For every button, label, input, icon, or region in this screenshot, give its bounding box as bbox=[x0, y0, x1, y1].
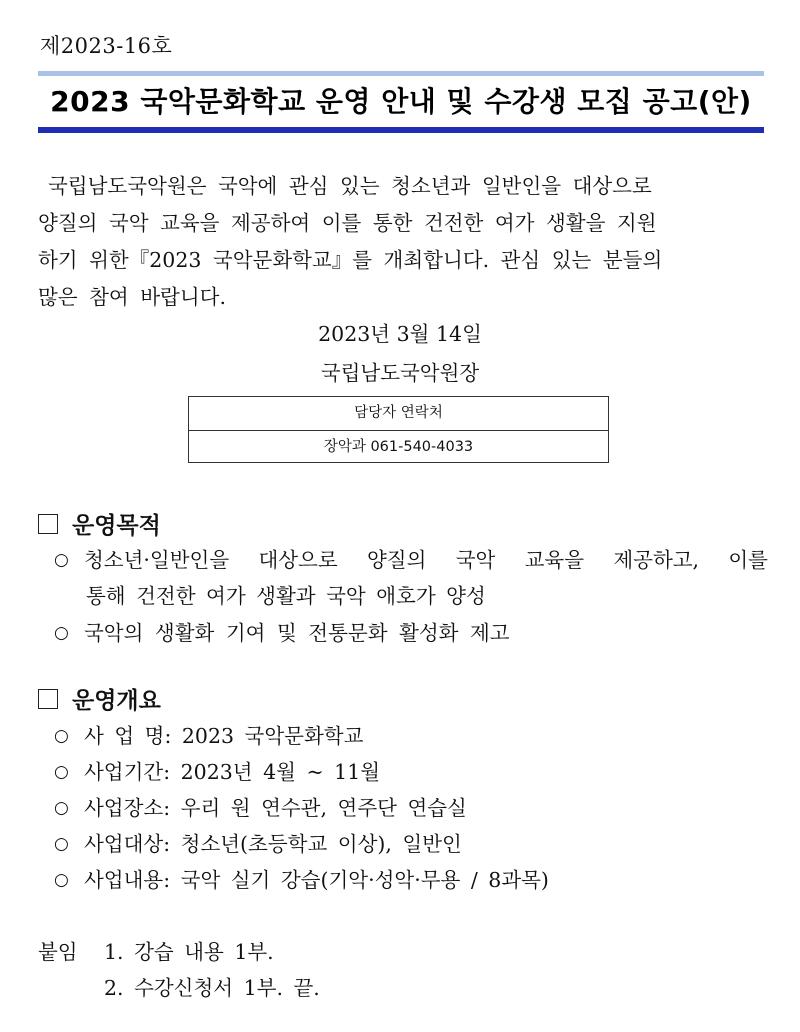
checkbox-square-icon bbox=[38, 689, 58, 709]
document-number: 제2023-16호 bbox=[40, 34, 173, 58]
list-item bbox=[54, 794, 467, 822]
issuer-name: 국립남도국악원장 bbox=[320, 361, 480, 385]
list-item bbox=[54, 722, 363, 750]
issue-date: 2023년 3월 14일 bbox=[318, 322, 482, 346]
intro-line: 양질의 국악 교육을 제공하여 이를 통한 건전한 여가 생활을 지원 bbox=[38, 211, 657, 235]
list-item bbox=[54, 866, 549, 894]
page-title: 2023 국악문화학교 운영 안내 및 수강생 모집 공고(안) bbox=[50, 85, 752, 118]
section-title-purpose bbox=[38, 507, 161, 540]
checkbox-square-icon bbox=[38, 514, 58, 534]
list-item-text: 사업내용: 국악 실기 강습(기악·성악·무용 / 8과목) bbox=[84, 868, 549, 892]
list-item bbox=[54, 830, 462, 858]
circle-bullet-icon: ○ bbox=[54, 834, 69, 854]
list-item bbox=[54, 546, 768, 574]
attachments-label: 붙임 bbox=[38, 940, 78, 964]
contact-table bbox=[188, 396, 609, 463]
title-bottom-rule bbox=[38, 127, 764, 133]
list-item bbox=[54, 758, 380, 786]
attachment-item: 1. 강습 내용 1부. bbox=[104, 940, 274, 964]
intro-line: 하기 위한『2023 국악문화학교』를 개최합니다. 관심 있는 분들의 bbox=[38, 248, 663, 272]
intro-line: 많은 참여 바랍니다. bbox=[38, 285, 226, 309]
title-top-rule bbox=[38, 71, 764, 76]
list-item-text: 사업대상: 청소년(초등학교 이상), 일반인 bbox=[84, 832, 462, 856]
list-item-text: 사 업 명: 2023 국악문화학교 bbox=[84, 724, 364, 748]
list-item-text: 사업장소: 우리 원 연수관, 연주단 연습실 bbox=[84, 796, 467, 820]
list-item-text: 사업기간: 2023년 4월 ~ 11월 bbox=[84, 760, 381, 784]
circle-bullet-icon: ○ bbox=[54, 726, 69, 746]
circle-bullet-icon: ○ bbox=[54, 870, 69, 890]
list-item-text: 국악의 생활화 기여 및 전통문화 활성화 제고 bbox=[84, 621, 510, 645]
contact-header: 담당자 연락처 bbox=[354, 405, 443, 421]
attachment-item: 2. 수강신청서 1부. 끝. bbox=[104, 976, 320, 1000]
circle-bullet-icon: ○ bbox=[54, 623, 69, 643]
section-title-text: 운영개요 bbox=[72, 688, 161, 714]
list-item-continuation: 통해 건전한 여가 생활과 국악 애호가 양성 bbox=[86, 584, 486, 608]
contact-value: 장악과 061-540-4033 bbox=[189, 430, 608, 464]
intro-paragraph bbox=[38, 168, 764, 316]
circle-bullet-icon: ○ bbox=[54, 762, 69, 782]
intro-line: 국립남도국악원은 국악에 관심 있는 청소년과 일반인을 대상으로 bbox=[48, 174, 652, 198]
list-item bbox=[54, 619, 510, 647]
section-title-overview bbox=[38, 682, 161, 715]
circle-bullet-icon: ○ bbox=[54, 798, 69, 818]
list-item-text: 청소년·일반인을 대상으로 양질의 국악 교육을 제공하고, 이를 bbox=[84, 548, 768, 572]
section-title-text: 운영목적 bbox=[72, 513, 161, 539]
circle-bullet-icon: ○ bbox=[54, 550, 69, 570]
